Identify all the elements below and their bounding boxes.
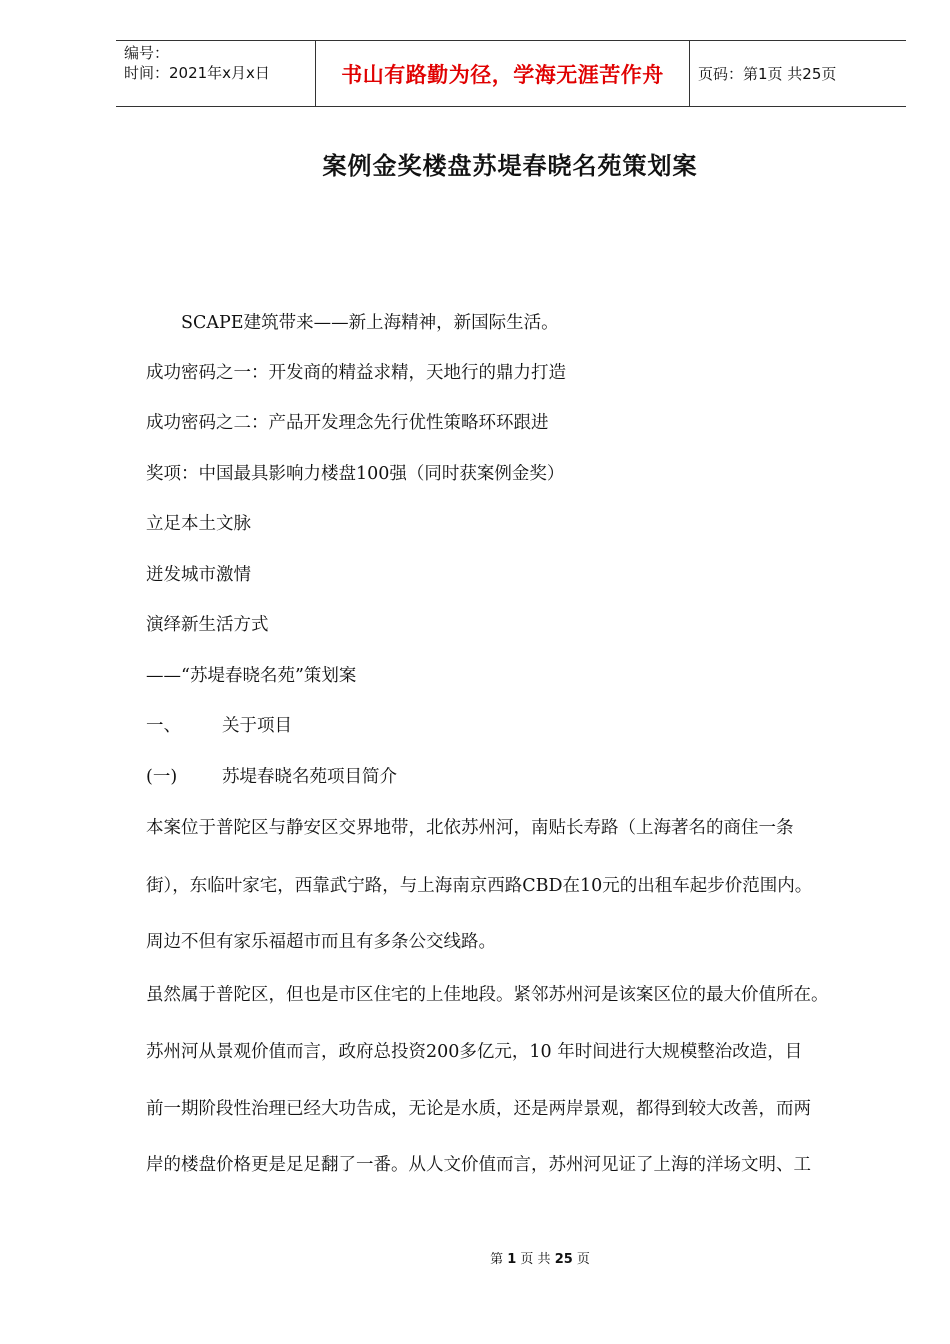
footer-middle: 页 共: [520, 1252, 551, 1267]
slogan-line-3: 演绎新生活方式: [146, 615, 269, 635]
tagline: SCAPE建筑带来——新上海精神，新国际生活。: [181, 313, 559, 333]
document-header: [116, 40, 906, 107]
header-page-cell: [690, 41, 906, 106]
secret-two: 成功密码之二：产品开发理念先行优性策略环环跟进: [146, 413, 549, 433]
section-heading-1: [146, 714, 292, 738]
time-label: 时间：2021年x月x日: [124, 64, 270, 82]
award-line: 奖项：中国最具影响力楼盘100强（同时获案例金奖）: [146, 464, 565, 484]
header-motto-cell: [316, 41, 690, 106]
subsection-title: 苏堤春晓名苑项目简介: [222, 767, 397, 787]
paragraph-line: 苏州河从景观价值而言，政府总投资200多亿元，10 年时间进行大规模整治改造，目: [146, 1042, 803, 1062]
page-footer: [0, 1248, 950, 1267]
footer-prefix: 第: [490, 1252, 504, 1267]
page-info: 页码：第1页 共25页: [698, 65, 837, 83]
paragraph-line: 虽然属于普陀区，但也是市区住宅的上佳地段。紧邻苏州河是该案区位的最大价值所在。: [146, 985, 829, 1005]
subsection-number: (一): [146, 767, 178, 787]
motto-text: 书山有路勤为径，学海无涯苦作舟: [341, 62, 664, 87]
footer-total-pages: 25: [554, 1252, 573, 1267]
section-title: 关于项目: [222, 716, 292, 736]
slogan-line-2: 迸发城市激情: [146, 565, 251, 585]
document-title: 案例金奖楼盘苏堤春晓名苑策划案: [322, 152, 698, 180]
subsection-heading-1-1: [146, 765, 397, 789]
header-meta-cell: [116, 41, 316, 106]
paragraph-line: 岸的楼盘价格更是足足翻了一番。从人文价值而言，苏州河见证了上海的洋场文明、工: [146, 1155, 811, 1175]
slogan-line-1: 立足本土文脉: [146, 514, 251, 534]
paragraph-line: 周边不但有家乐福超市而且有多条公交线路。: [146, 932, 496, 952]
footer-suffix: 页: [576, 1252, 590, 1267]
code-label: 编号：: [124, 44, 170, 62]
footer-page-number: 1: [507, 1252, 517, 1267]
secret-one: 成功密码之一：开发商的精益求精，天地行的鼎力打造: [146, 363, 566, 383]
paragraph-line: 街），东临叶家宅，西靠武宁路，与上海南京西路CBD在10元的出租车起步价范围内。: [146, 876, 813, 896]
paragraph-line: 前一期阶段性治理已经大功告成，无论是水质，还是两岸景观，都得到较大改善，而两: [146, 1099, 811, 1119]
section-number: 一、: [146, 716, 181, 736]
plan-subtitle: ——“苏堤春晓名苑”策划案: [146, 666, 357, 686]
paragraph-line: 本案位于普陀区与静安区交界地带，北依苏州河，南贴长寿路（上海著名的商住一条: [146, 818, 794, 838]
